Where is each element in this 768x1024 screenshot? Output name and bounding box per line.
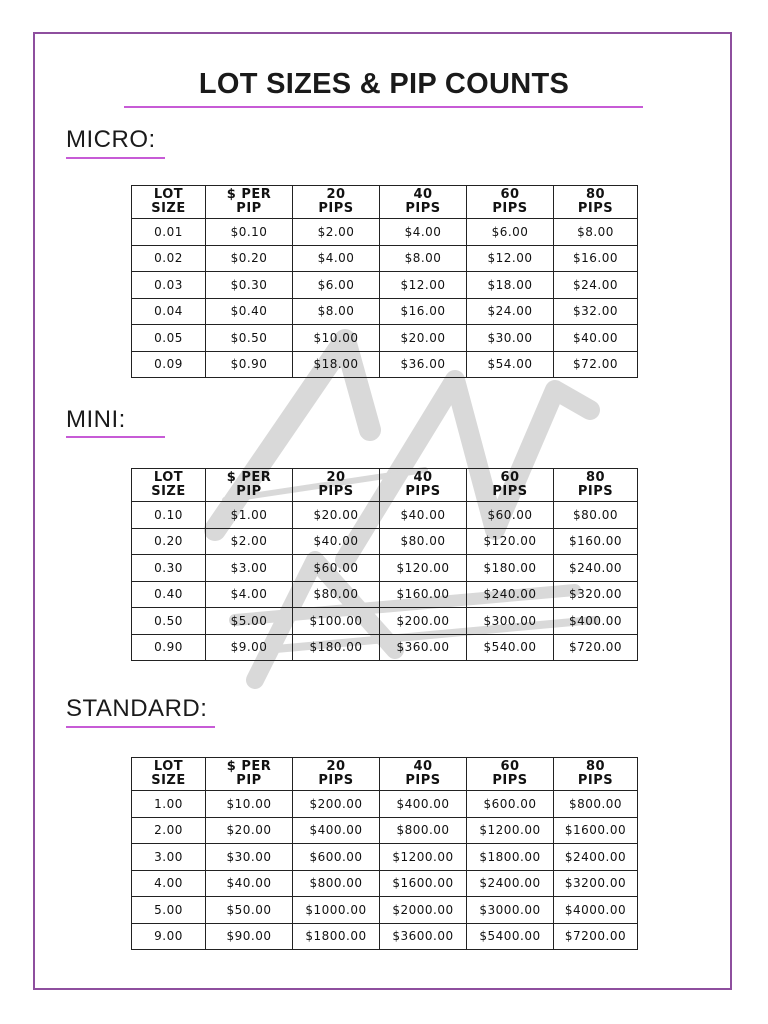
table-row bbox=[132, 245, 638, 272]
column-header-text: 80 bbox=[585, 470, 606, 485]
table-cell: $320.00 bbox=[554, 581, 638, 608]
column-header bbox=[554, 758, 638, 791]
table-cell: $800.00 bbox=[293, 870, 380, 897]
column-header-text: PIPS bbox=[577, 201, 614, 216]
table-cell: $3200.00 bbox=[554, 870, 638, 897]
table-row bbox=[132, 528, 638, 555]
table-cell: $0.90 bbox=[206, 351, 293, 378]
table-cell: $4.00 bbox=[293, 245, 380, 272]
table-cell: 0.09 bbox=[132, 351, 206, 378]
table-row bbox=[132, 272, 638, 299]
column-header bbox=[132, 469, 206, 502]
table-cell: $60.00 bbox=[467, 502, 554, 529]
column-header-text: PIP bbox=[236, 773, 262, 788]
table-cell: 0.50 bbox=[132, 608, 206, 635]
table-cell: $30.00 bbox=[467, 325, 554, 352]
table-cell: 9.00 bbox=[132, 923, 206, 950]
table-cell: $12.00 bbox=[467, 245, 554, 272]
table-cell: $2000.00 bbox=[380, 897, 467, 924]
table-row bbox=[132, 870, 638, 897]
table-cell: $30.00 bbox=[206, 844, 293, 871]
table-cell: $400.00 bbox=[554, 608, 638, 635]
table-cell: $120.00 bbox=[380, 555, 467, 582]
table-cell: $5.00 bbox=[206, 608, 293, 635]
column-header bbox=[206, 758, 293, 791]
table-cell: $72.00 bbox=[554, 351, 638, 378]
table-cell: $1200.00 bbox=[467, 817, 554, 844]
table-cell: $80.00 bbox=[554, 502, 638, 529]
table-cell: $1000.00 bbox=[293, 897, 380, 924]
column-header bbox=[554, 469, 638, 502]
table-cell: $54.00 bbox=[467, 351, 554, 378]
table-cell: 0.02 bbox=[132, 245, 206, 272]
column-header-text: $ PER bbox=[226, 470, 272, 485]
table-cell: $400.00 bbox=[293, 817, 380, 844]
table-cell: $0.50 bbox=[206, 325, 293, 352]
table-cell: $32.00 bbox=[554, 298, 638, 325]
table-cell: $160.00 bbox=[380, 581, 467, 608]
table-cell: 0.05 bbox=[132, 325, 206, 352]
table-cell: 0.04 bbox=[132, 298, 206, 325]
table-row bbox=[132, 325, 638, 352]
table-row bbox=[132, 634, 638, 661]
table-cell: $8.00 bbox=[554, 219, 638, 246]
table-row bbox=[132, 897, 638, 924]
column-header-text: PIPS bbox=[492, 484, 528, 499]
table-cell: $800.00 bbox=[554, 791, 638, 818]
column-header-text: 60 bbox=[500, 759, 520, 774]
column-header bbox=[293, 186, 380, 219]
table-cell: $600.00 bbox=[467, 791, 554, 818]
column-header-text: 80 bbox=[585, 187, 606, 202]
table-cell: $600.00 bbox=[293, 844, 380, 871]
column-header-text: LOT bbox=[153, 759, 184, 774]
table-cell: $3000.00 bbox=[467, 897, 554, 924]
column-header bbox=[132, 758, 206, 791]
column-header-text: 40 bbox=[413, 187, 433, 202]
column-header-text: $ PER bbox=[226, 187, 272, 202]
table-cell: $40.00 bbox=[380, 502, 467, 529]
section-heading-mini: MINI: bbox=[66, 406, 126, 433]
table-cell: $540.00 bbox=[467, 634, 554, 661]
column-header-text: PIPS bbox=[577, 484, 614, 499]
table-cell: $200.00 bbox=[380, 608, 467, 635]
table-cell: $60.00 bbox=[293, 555, 380, 582]
table-cell: $2400.00 bbox=[554, 844, 638, 871]
table-cell: $6.00 bbox=[293, 272, 380, 299]
table-row bbox=[132, 555, 638, 582]
column-header-text: 20 bbox=[326, 470, 346, 485]
lot-table-mini bbox=[131, 468, 638, 661]
page-title: LOT SIZES & PIP COUNTS bbox=[198, 68, 570, 100]
table-cell: $0.40 bbox=[206, 298, 293, 325]
column-header-text: $ PER bbox=[226, 759, 272, 774]
table-cell: $2.00 bbox=[206, 528, 293, 555]
column-header-text: 20 bbox=[326, 187, 346, 202]
table-cell: $36.00 bbox=[380, 351, 467, 378]
table-cell: 0.40 bbox=[132, 581, 206, 608]
table-cell: $1.00 bbox=[206, 502, 293, 529]
table-cell: $300.00 bbox=[467, 608, 554, 635]
column-header-text: PIP bbox=[236, 484, 262, 499]
table-cell: 0.90 bbox=[132, 634, 206, 661]
table-cell: $0.10 bbox=[206, 219, 293, 246]
column-header-text: 80 bbox=[585, 759, 606, 774]
table-cell: $180.00 bbox=[467, 555, 554, 582]
table-cell: $4.00 bbox=[206, 581, 293, 608]
table-cell: $240.00 bbox=[554, 555, 638, 582]
lot-table-standard bbox=[131, 757, 638, 950]
column-header-text: PIPS bbox=[577, 773, 614, 788]
table-cell: $8.00 bbox=[293, 298, 380, 325]
table-cell: $1600.00 bbox=[380, 870, 467, 897]
column-header bbox=[380, 186, 467, 219]
section-heading-micro: MICRO: bbox=[66, 126, 156, 153]
column-header-text: PIPS bbox=[405, 201, 441, 216]
table-cell: 5.00 bbox=[132, 897, 206, 924]
column-header bbox=[206, 186, 293, 219]
table-cell: 0.03 bbox=[132, 272, 206, 299]
table-cell: 1.00 bbox=[132, 791, 206, 818]
table-cell: $160.00 bbox=[554, 528, 638, 555]
table-cell: $90.00 bbox=[206, 923, 293, 950]
table-cell: $16.00 bbox=[554, 245, 638, 272]
table-cell: 3.00 bbox=[132, 844, 206, 871]
column-header bbox=[467, 758, 554, 791]
column-header-text: 60 bbox=[500, 470, 520, 485]
table-header-row bbox=[132, 758, 638, 791]
column-header-text: PIPS bbox=[492, 201, 528, 216]
table-row bbox=[132, 817, 638, 844]
table-cell: $24.00 bbox=[554, 272, 638, 299]
column-header bbox=[132, 186, 206, 219]
table-row bbox=[132, 298, 638, 325]
table-cell: $80.00 bbox=[293, 581, 380, 608]
table-cell: $1200.00 bbox=[380, 844, 467, 871]
section-underline-micro bbox=[66, 157, 165, 159]
table-row bbox=[132, 219, 638, 246]
table-cell: $50.00 bbox=[206, 897, 293, 924]
column-header-text: PIPS bbox=[405, 484, 441, 499]
table-cell: $800.00 bbox=[380, 817, 467, 844]
table-cell: $18.00 bbox=[467, 272, 554, 299]
table-cell: $40.00 bbox=[293, 528, 380, 555]
table-cell: $40.00 bbox=[554, 325, 638, 352]
table-cell: $16.00 bbox=[380, 298, 467, 325]
table-cell: $4000.00 bbox=[554, 897, 638, 924]
table-row bbox=[132, 923, 638, 950]
table-row bbox=[132, 608, 638, 635]
table-cell: $360.00 bbox=[380, 634, 467, 661]
table-cell: $20.00 bbox=[206, 817, 293, 844]
table-cell: $20.00 bbox=[380, 325, 467, 352]
table-row bbox=[132, 502, 638, 529]
table-row bbox=[132, 351, 638, 378]
table-cell: $6.00 bbox=[467, 219, 554, 246]
table-cell: $10.00 bbox=[293, 325, 380, 352]
section-underline-standard bbox=[66, 726, 215, 728]
table-cell: $80.00 bbox=[380, 528, 467, 555]
table-cell: $2400.00 bbox=[467, 870, 554, 897]
section-underline-mini bbox=[66, 436, 165, 438]
table-cell: $9.00 bbox=[206, 634, 293, 661]
table-cell: 0.20 bbox=[132, 528, 206, 555]
column-header-text: PIPS bbox=[318, 773, 354, 788]
title-underline bbox=[124, 106, 643, 108]
column-header bbox=[206, 469, 293, 502]
table-cell: $20.00 bbox=[293, 502, 380, 529]
column-header bbox=[380, 758, 467, 791]
column-header-text: PIPS bbox=[318, 201, 354, 216]
table-cell: $240.00 bbox=[467, 581, 554, 608]
column-header-text: SIZE bbox=[151, 484, 186, 499]
table-cell: 0.10 bbox=[132, 502, 206, 529]
column-header-text: PIPS bbox=[318, 484, 354, 499]
table-cell: $24.00 bbox=[467, 298, 554, 325]
table-cell: $3.00 bbox=[206, 555, 293, 582]
table-cell: 2.00 bbox=[132, 817, 206, 844]
column-header bbox=[554, 186, 638, 219]
table-cell: $1800.00 bbox=[467, 844, 554, 871]
table-header-row bbox=[132, 186, 638, 219]
table-cell: $720.00 bbox=[554, 634, 638, 661]
column-header-text: SIZE bbox=[151, 773, 186, 788]
column-header bbox=[293, 758, 380, 791]
table-row bbox=[132, 581, 638, 608]
column-header-text: PIPS bbox=[405, 773, 441, 788]
column-header bbox=[293, 469, 380, 502]
column-header-text: 40 bbox=[413, 759, 433, 774]
table-cell: $40.00 bbox=[206, 870, 293, 897]
table-cell: $1600.00 bbox=[554, 817, 638, 844]
table-cell: $4.00 bbox=[380, 219, 467, 246]
table-cell: 4.00 bbox=[132, 870, 206, 897]
table-header-row bbox=[132, 469, 638, 502]
column-header-text: 60 bbox=[500, 187, 520, 202]
table-cell: $200.00 bbox=[293, 791, 380, 818]
table-cell: $100.00 bbox=[293, 608, 380, 635]
table-cell: $10.00 bbox=[206, 791, 293, 818]
table-cell: $3600.00 bbox=[380, 923, 467, 950]
table-cell: $120.00 bbox=[467, 528, 554, 555]
column-header-text: 20 bbox=[326, 759, 346, 774]
table-row bbox=[132, 844, 638, 871]
table-cell: $180.00 bbox=[293, 634, 380, 661]
section-heading-standard: STANDARD: bbox=[66, 695, 208, 722]
column-header-text: SIZE bbox=[151, 201, 186, 216]
column-header bbox=[467, 469, 554, 502]
column-header-text: LOT bbox=[153, 187, 184, 202]
column-header-text: 40 bbox=[413, 470, 433, 485]
table-row bbox=[132, 791, 638, 818]
table-cell: 0.01 bbox=[132, 219, 206, 246]
table-cell: 0.30 bbox=[132, 555, 206, 582]
table-cell: $18.00 bbox=[293, 351, 380, 378]
table-cell: $12.00 bbox=[380, 272, 467, 299]
column-header-text: PIP bbox=[236, 201, 262, 216]
lot-table-micro bbox=[131, 185, 638, 378]
table-cell: $400.00 bbox=[380, 791, 467, 818]
table-cell: $0.20 bbox=[206, 245, 293, 272]
table-cell: $0.30 bbox=[206, 272, 293, 299]
column-header-text: PIPS bbox=[492, 773, 528, 788]
column-header-text: LOT bbox=[153, 470, 184, 485]
table-cell: $2.00 bbox=[293, 219, 380, 246]
table-cell: $8.00 bbox=[380, 245, 467, 272]
table-cell: $7200.00 bbox=[554, 923, 638, 950]
table-cell: $5400.00 bbox=[467, 923, 554, 950]
column-header bbox=[467, 186, 554, 219]
column-header bbox=[380, 469, 467, 502]
table-cell: $1800.00 bbox=[293, 923, 380, 950]
